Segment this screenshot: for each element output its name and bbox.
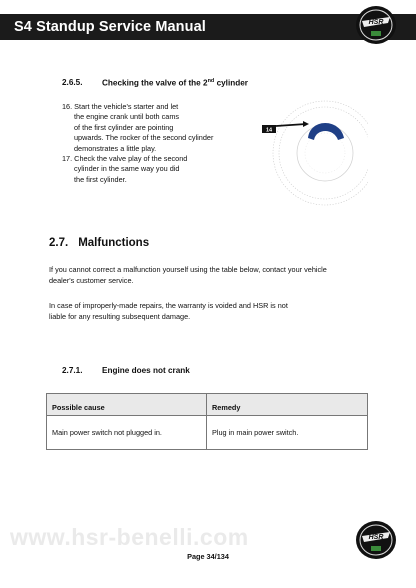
malfunction-table (46, 393, 368, 450)
page-header (0, 0, 416, 44)
header-logo-text: HSR (368, 19, 384, 26)
paragraph-line: dealer's customer service. (49, 275, 134, 285)
step-line: upwards. The rocker of the second cylinder (74, 133, 214, 143)
manual-title: S4 Standup Service Manual (14, 19, 206, 35)
step-line: the first cylinder. (74, 174, 127, 184)
website-watermark: www.hsr-benelli.com (10, 524, 249, 550)
section-title-text: Checking the valve of the 2 (102, 78, 208, 88)
step-line: of the first cylinder are pointing (74, 122, 174, 132)
table-cell: Plug in main power switch. (207, 416, 368, 450)
camshaft-gear-figure (258, 88, 368, 218)
page-number: Page 34/134 (187, 552, 229, 561)
step-line: cylinder in the same way you did (74, 164, 180, 174)
section-number: 2.6.5. (62, 78, 83, 87)
subsection-number: 2.7.1. (62, 366, 83, 375)
step-line: 17. Check the valve play of the second (62, 154, 188, 164)
step-line: the engine crank until both cams (74, 112, 180, 122)
table-row (47, 416, 368, 450)
section-title-suffix: cylinder (214, 78, 248, 88)
paragraph-line: In case of improperly-made repairs, the warranty is voided and HSR is not (49, 301, 288, 310)
table-header-row (47, 394, 368, 416)
section-title (102, 78, 248, 88)
warranty-paragraph (49, 301, 288, 322)
table-header-cell: Remedy (207, 394, 368, 416)
table-header-cell: Possible cause (47, 394, 207, 416)
subsection-title: Engine does not crank (102, 366, 190, 375)
paragraph-line: liable for any resulting subsequent damage. (49, 311, 191, 321)
callout-arrow (276, 124, 306, 126)
intro-paragraph (49, 265, 327, 286)
section-heading-title: Malfunctions (78, 237, 150, 249)
callout-label: 14 (265, 127, 273, 134)
section-heading-number: 2.7. (49, 237, 69, 249)
hsr-logo-icon (354, 4, 398, 46)
section-title-superscript: nd (207, 78, 215, 84)
section-heading (49, 237, 149, 249)
step-line: demonstrates a little play. (74, 143, 157, 153)
footer-logo-text: HSR (368, 534, 384, 541)
arrow-head-icon (303, 121, 309, 127)
table-cell: Main power switch not plugged in. (47, 416, 207, 450)
cam-lobe-shape (308, 123, 344, 140)
instruction-steps (62, 102, 213, 185)
step-line: 16. Start the vehicle's starter and let (62, 102, 179, 111)
paragraph-line: If you cannot correct a malfunction yourself using the table below, contact your vehicle (49, 265, 327, 274)
